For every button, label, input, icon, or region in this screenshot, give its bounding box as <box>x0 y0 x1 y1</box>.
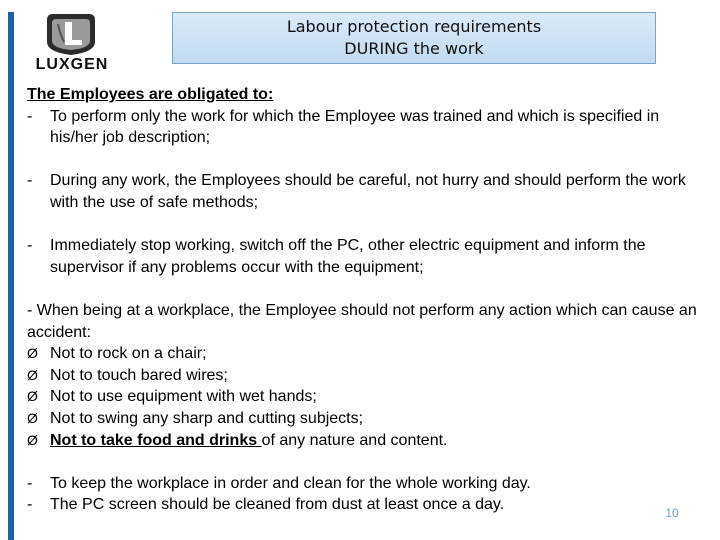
left-accent-bar <box>8 12 14 540</box>
list-item <box>27 235 697 278</box>
arrow-bullet-icon: Ø <box>27 345 38 362</box>
page-number: 10 <box>665 506 679 520</box>
list-item-text: The PC screen should be cleaned from dust at least once a day. <box>50 496 505 514</box>
brand-name: LUXGEN <box>35 56 109 73</box>
prohibition-item <box>27 365 697 387</box>
prohibition-text: Not to rock on a chair; <box>50 345 207 363</box>
list-item <box>27 473 697 495</box>
prohibition-text <box>50 430 447 452</box>
body-heading: The Employees are obligated to: <box>27 86 274 103</box>
luxgen-emblem-icon <box>20 12 122 56</box>
slide-body <box>27 84 697 516</box>
list-item <box>27 170 697 213</box>
list-item-text: To perform only the work for which the Employee was trained and which is specified in his/her job description; <box>50 107 660 147</box>
workplace-intro: - When being at a workplace, the Employee should not perform any action which can cause an accident: <box>27 301 697 341</box>
prohibition-item <box>27 430 697 452</box>
prohibition-emphasis: Not to take food and drinks <box>50 431 262 449</box>
list-item <box>27 494 697 516</box>
list-item <box>27 106 697 149</box>
arrow-bullet-icon: Ø <box>27 388 38 405</box>
dash-marker: - <box>27 474 33 492</box>
prohibition-text: Not to swing any sharp and cutting subjects; <box>50 409 364 427</box>
dash-marker: - <box>27 496 33 514</box>
list-item-text: To keep the workplace in order and clean for the whole working day. <box>50 474 531 492</box>
prohibition-item <box>27 343 697 365</box>
dash-marker: - <box>27 172 33 190</box>
title-line-1: Labour protection requirements <box>286 17 542 36</box>
arrow-bullet-icon: Ø <box>27 366 38 383</box>
list-item-text: Immediately stop working, switch off the PC, other electric equipment and inform the supervisor if any problems occur with the equipment; <box>50 237 646 276</box>
slide-title <box>172 12 656 64</box>
arrow-bullet-icon: Ø <box>27 431 38 448</box>
dash-marker: - <box>27 237 33 255</box>
prohibition-item <box>27 386 697 408</box>
prohibition-item <box>27 408 697 430</box>
title-line-2: DURING the work <box>344 39 484 58</box>
prohibition-text: Not to touch bared wires; <box>50 366 228 384</box>
arrow-bullet-icon: Ø <box>27 409 38 426</box>
list-item-text: During any work, the Employees should be careful, not hurry and should perform the work with the use of safe methods; <box>50 172 686 211</box>
dash-marker: - <box>27 107 33 125</box>
prohibition-text: Not to use equipment with wet hands; <box>50 388 317 406</box>
prohibition-rest: of any nature and content. <box>261 431 448 449</box>
